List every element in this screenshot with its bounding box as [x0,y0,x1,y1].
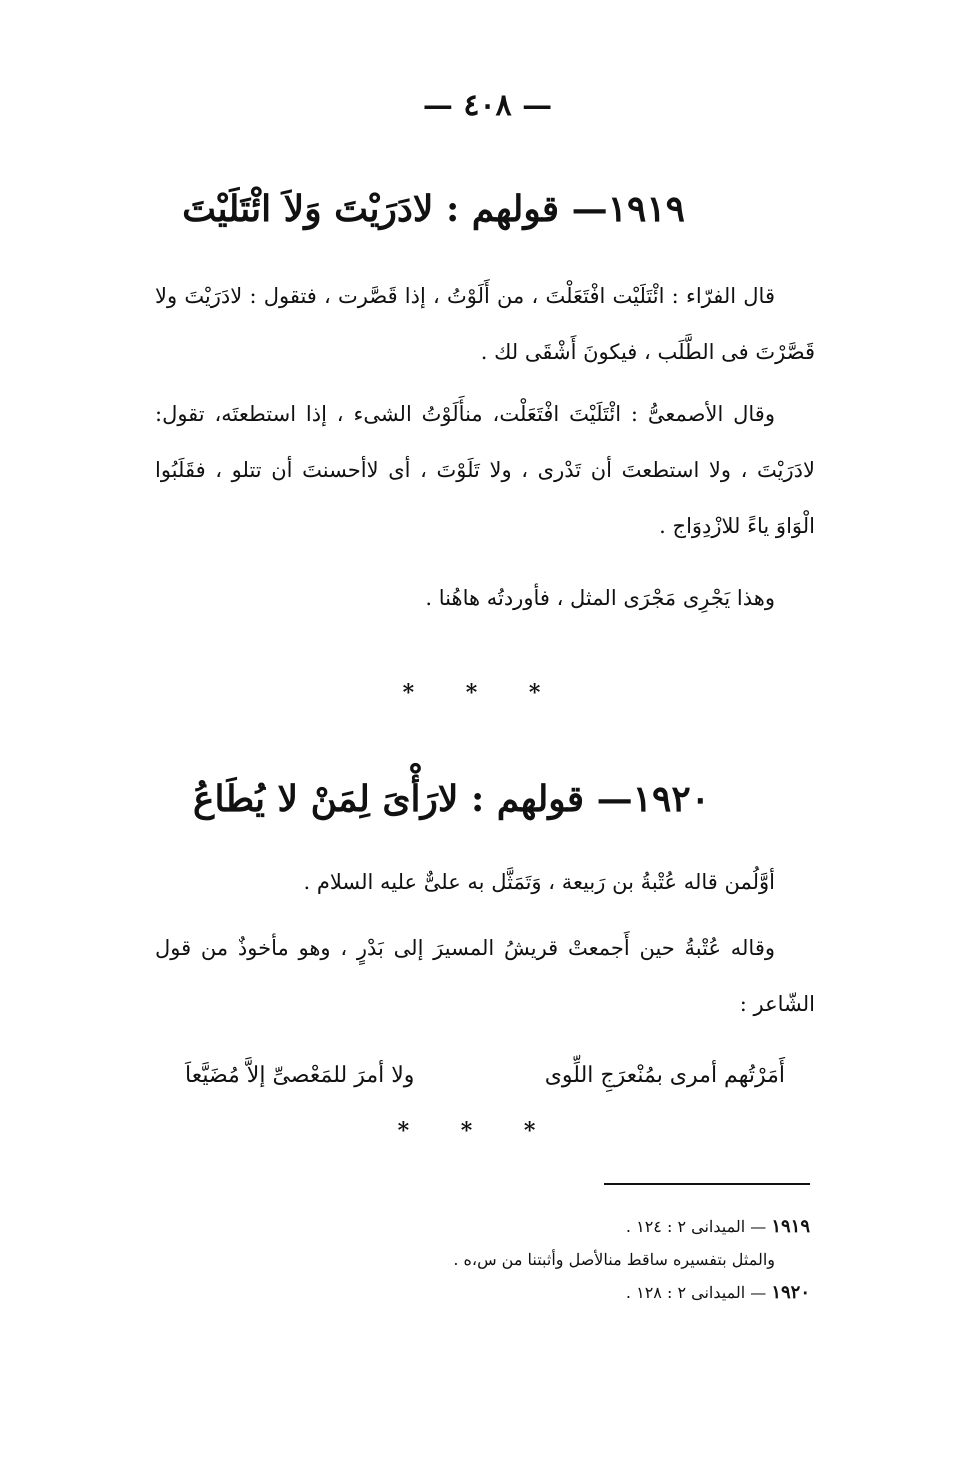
footnote-text: — الميدانى ٢ : ١٢٨ . [625,1283,767,1302]
footnote-text: — الميدانى ٢ : ١٢٤ . [625,1217,767,1236]
entry-heading-1920: ١٩٢٠— قولهم : لارَأْىَ لِمَنْ لا يُطَاعُ [193,778,710,820]
entry-1920-paragraph-1: أوَّلُمن قاله عُتْبةُ بن رَبيعة ، وَتَمَثَّل به علىٌّ عليه السلام . [303,870,775,894]
entry-heading-1919: ١٩١٩— قولهم : لادَرَيْتَ وَلاَ ائْتَلَيْتَ [182,188,685,230]
verse-hemistich-second: ولا أمرَ للمَعْصىِّ إلاَّ مُضَيَّعاَ [185,1063,415,1088]
footnote-number: ١٩٢٠ [771,1282,810,1303]
section-separator-1: * * * [402,680,563,706]
entry-1919-paragraph-3: وهذا يَجْرِى مَجْرَى المثل ، فأوردتُه هاهُنا . [425,586,775,610]
entry-1919-paragraph-2: وقال الأصمعىُّ : ائْتَلَيْتَ افْتَعَلْت، منأَلَوْتُ الشىء ، إذا استطعتَه، تقول: لادَرَيْتَ ، ولا استطعتَ أن تَدْرى ، ولا تَلَوْتَ ، أى لاأحسنتَ أن تتلو ، فقَلَبُوا الْوَاوَ ياءً للازْدِوَاج . [155,402,815,538]
footnote-1920 [300,1280,810,1306]
footnote-1919 [300,1214,810,1240]
verse-hemistich-first: أَمَرْتُهم أمرى بمُنْعرَجِ اللِّوى [544,1063,785,1088]
footnote-note [355,1247,775,1273]
poetry-verse [185,1048,785,1104]
entry-1920-paragraph-2: وقاله عُتْبةُ حين أَجمعتْ قريشُ المسيرَ إلى بَدْرٍ ، وهو مأخوذٌ من قول الشّاعر : [155,936,815,1016]
footnote-number: ١٩١٩ [771,1216,810,1237]
footnote-text: والمثل بتفسيره ساقط منالأصل وأثبتنا من س،ه . [453,1250,775,1269]
section-separator-2: * * * [397,1118,558,1144]
footnote-divider [604,1183,810,1185]
entry-1919-paragraph-1: قال الفرّاء : ائْتَلَيْت افْتَعَلْتَ ، من أَلَوْتُ ، إذا قَصَّرت ، فتقول : لادَرَيْتَ ولا قَصَّرْتَ فى الطَّلَب ، فيكونَ أَشْقَى لك . [155,284,815,364]
page-number: — ٤٠٨ — [422,88,553,123]
